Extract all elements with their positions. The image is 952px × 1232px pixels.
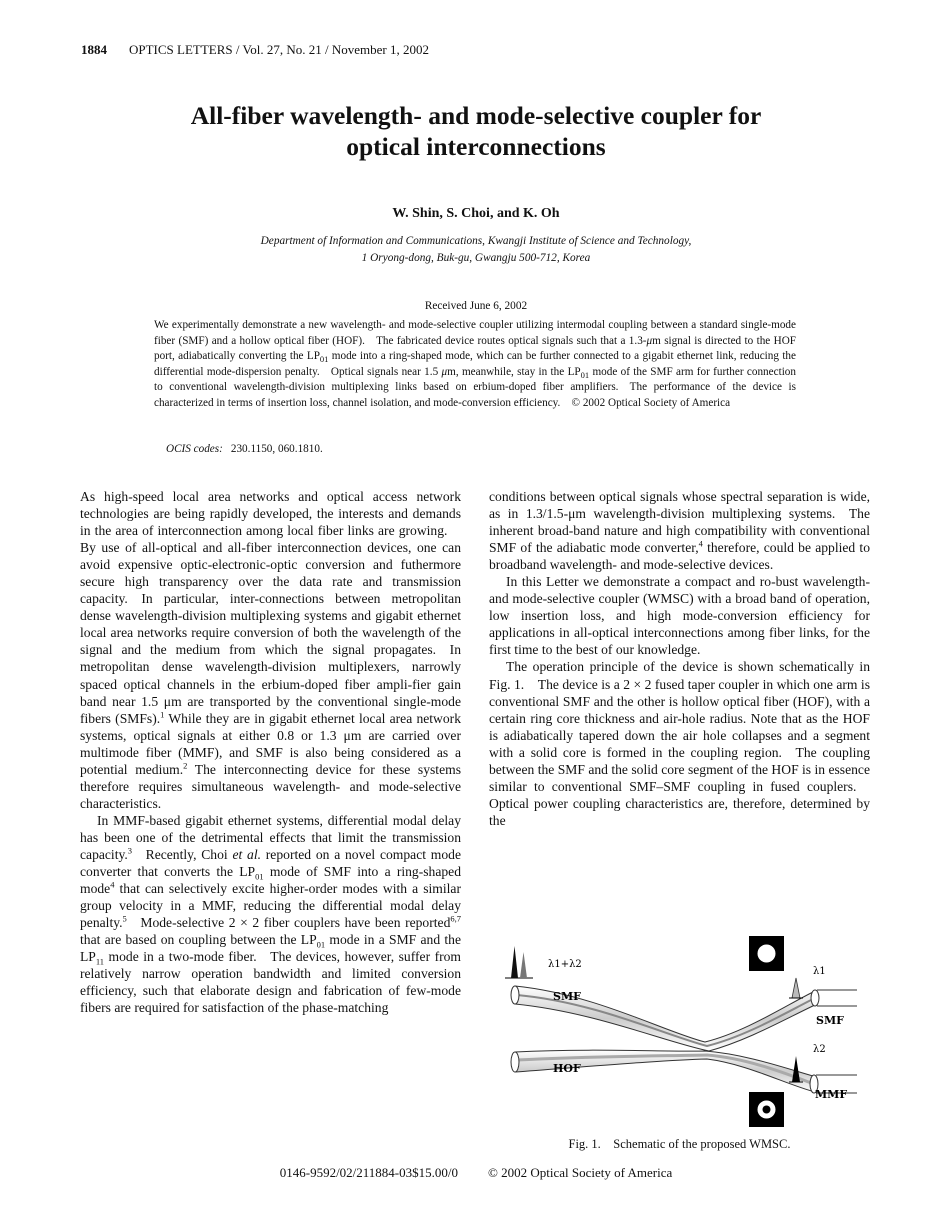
abstract-sub-1: 01 xyxy=(319,354,329,365)
affiliation-line-2: 1 Oryong-dong, Buk-gu, Gwangju 500-712, Korea xyxy=(361,252,591,264)
text-run: that are based on coupling between the LP xyxy=(80,932,317,948)
abstract-sub-2: 01 xyxy=(580,370,590,381)
reference-mark: 4 xyxy=(110,879,115,890)
ocis-codes xyxy=(166,443,323,455)
label-smf-left: SMF xyxy=(553,990,581,1003)
right-paragraph-2: In this Letter we demonstrate a compact and ro-bust wavelength- and mode-selective coupler (WMSC) with a broad band of operation, low insertion loss, and high mode-conversion efficiency for applications in all-optical interconnections among fiber links, for the first time to the best of our knowledge. xyxy=(489,574,870,658)
page-number: 1884 xyxy=(81,42,107,57)
figure-1-schematic xyxy=(495,934,865,1134)
text-run: therefore, could be applied to broadband wavelength- and mode-selective devices. xyxy=(489,540,870,573)
reference-mark: 6,7 xyxy=(450,913,461,924)
reference-mark: 3 xyxy=(127,845,133,856)
smf-output-end xyxy=(811,990,819,1006)
ocis-values: 230.1150, 060.1810. xyxy=(230,443,323,455)
figure-caption: Fig. 1. Schematic of the proposed WMSC. xyxy=(568,1137,791,1151)
abstract-text-2: m signal is directed to the HOF port, adiabatically converting the LP xyxy=(154,334,796,363)
reference-mark: 2 xyxy=(183,760,188,771)
text-run: conditions between optical signals whose spectral separation is wide, as in 1.3/1.5-μm wavelength-division multiplexing systems. The inherent broad-band nature and high compatibility with conventional SMF of the adiabatic mode converter, xyxy=(489,489,870,556)
subscript: 11 xyxy=(95,956,105,967)
smf-input-end xyxy=(511,986,519,1004)
reference-mark: 5 xyxy=(122,913,127,924)
reference-mark: 1 xyxy=(160,709,165,720)
label-lambda12: λ1+λ2 xyxy=(548,959,582,970)
affiliation-line-1: Department of Information and Communications, Kwangji Institute of Science and Technology, xyxy=(260,235,692,247)
footer-code: 0146-9592/02/211884-03$15.00/0 xyxy=(279,1165,458,1180)
title-line-1: All-fiber wavelength- and mode-selective coupler for xyxy=(190,101,762,130)
text-run: Recently, Choi xyxy=(132,846,233,862)
subscript: 01 xyxy=(255,871,264,882)
label-lambda1: λ1 xyxy=(813,966,826,977)
abstract-mu-2: μ xyxy=(441,365,448,378)
text-run: As high-speed local area networks and optical access network technologies are being rapidly developed, the interests and demands in the area of interconnection among local fiber links are growing. By use of all-optical and all-fiber interconnection devices, one can avoid expensive optic-electronic-optic conversion and futhermore secure high transparency over the data rate and transmission capacity. In particular, inter-connections between metropolitan dense wavelength-division multiplexing systems and gigabit ethernet local area networks require conversion of both the wavelength of the signal and the medium from which the signal propagates. In metropolitan dense wavelength-division multiplexers, narrowly spaced optical channels in the erbium-doped fiber ampli-fier gain band near 1.5 μm are transported by the conventional single-mode fibers (SMFs). xyxy=(80,489,461,726)
right-paragraph-1 xyxy=(489,488,870,573)
received-date: Received June 6, 2002 xyxy=(424,300,528,312)
left-column xyxy=(80,488,461,1016)
right-paragraph-3: The operation principle of the device is shown schematically in Fig. 1. The device is a 2 × 2 fused taper coupler in which one arm is conventional SMF and the other is hollow optical fiber (HOF), with a certain ring core thickness and air-hole radius. Note that as the HOF is adiabatically tapered down the air hole collapses and a segment with a solid core is formed in the coupling region. The coupling between the SMF and the solid core segment of the HOF is in essence similar to conventional SMF–SMF coupling in fused couplers. Optical power coupling characteristics are, therefore, determined by the xyxy=(489,659,870,828)
abstract xyxy=(154,318,796,412)
abstract-text-3: mode into a ring-shaped mode, which can be further connected to a gigabit ethernet link, reducing the differential mode-dispersion penalty. Optical signals near 1.5 xyxy=(154,350,796,378)
label-hof: HOF xyxy=(553,1062,581,1075)
abstract-mu: μ xyxy=(646,334,653,347)
text-run: mode in a two-mode fiber. The devices, however, suffer from relatively narrow operation bandwidth and limited conversion efficiency, such that elaborate design and fabrication of few-mode fibers are required for satisfaction of the phase-matching xyxy=(80,949,461,1016)
label-mmf: MMF xyxy=(815,1088,848,1101)
label-smf-right: SMF xyxy=(816,1014,844,1027)
footer xyxy=(0,1165,952,1181)
left-paragraph-1 xyxy=(80,488,461,812)
authors: W. Shin, S. Choi, and K. Oh xyxy=(392,206,560,221)
footer-copyright: © 2002 Optical Society of America xyxy=(488,1165,673,1180)
lp01-mode-icon xyxy=(749,936,784,971)
text-run: The interconnecting device for these systems therefore requires simultaneous wavelength- and mode-selective characteristics. xyxy=(80,761,461,811)
paper-title xyxy=(100,100,852,162)
subscript: 01 xyxy=(316,939,326,950)
text-run: In MMF-based gigabit ethernet systems, differential modal delay has been one of the detrimental effects that limit the transmission capacity. xyxy=(80,812,461,862)
running-header xyxy=(81,42,429,58)
text-run: reported on a novel compact mode converter that converts the LP xyxy=(80,846,461,880)
ocis-label: OCIS codes: xyxy=(166,443,223,455)
label-lambda2: λ2 xyxy=(813,1044,826,1055)
left-paragraph-2 xyxy=(80,812,461,1017)
right-column xyxy=(489,488,870,829)
text-run: While they are in gigabit ethernet local area network systems, optical signals at either 0.8 or 1.3 μm are carried over multimode fiber (MMF), and SMF is also being considered as a potential medium. xyxy=(80,710,461,777)
lambda1-peak-icon xyxy=(789,978,803,998)
reference-mark: 4 xyxy=(698,538,703,549)
journal-citation: OPTICS LETTERS / Vol. 27, No. 21 / November 1, 2002 xyxy=(129,42,429,57)
text-run: et al. xyxy=(232,846,262,862)
ring-mode-icon xyxy=(749,1092,784,1127)
text-run: Mode-selective 2 × 2 fiber couplers have been reported xyxy=(126,915,451,931)
title-line-2: optical interconnections xyxy=(346,132,606,161)
text-run: that can selectively excite higher-order modes with a similar group velocity in a MMF, reducing the differential modal delay penalty. xyxy=(80,881,461,931)
affiliation xyxy=(120,233,832,267)
abstract-text-1: We experimentally demonstrate a new wavelength- and mode-selective coupler utilizing intermodal coupling between a standard single-mode fiber (SMF) and a hollow optical fiber (HOF). The fabricated device routes optical signals such that a 1.3- xyxy=(154,319,796,347)
abstract-text-4: m, meanwhile, stay in the LP xyxy=(447,365,581,378)
abstract-text-5: mode of the SMF arm for further connection to conventional wavelength-division multiplexing links based on erbium-doped fiber amplifiers. The performance of the device is characterized in terms of insertion loss, channel isolation, and mode-conversion efficiency. © 2002 Optical Society of America xyxy=(154,365,796,409)
input-spectrum-icon xyxy=(505,946,533,978)
text-run: mode in a SMF and the LP xyxy=(80,932,461,965)
text-run: mode of SMF into a ring-shaped mode xyxy=(80,864,461,897)
hof-input-end xyxy=(511,1052,519,1072)
